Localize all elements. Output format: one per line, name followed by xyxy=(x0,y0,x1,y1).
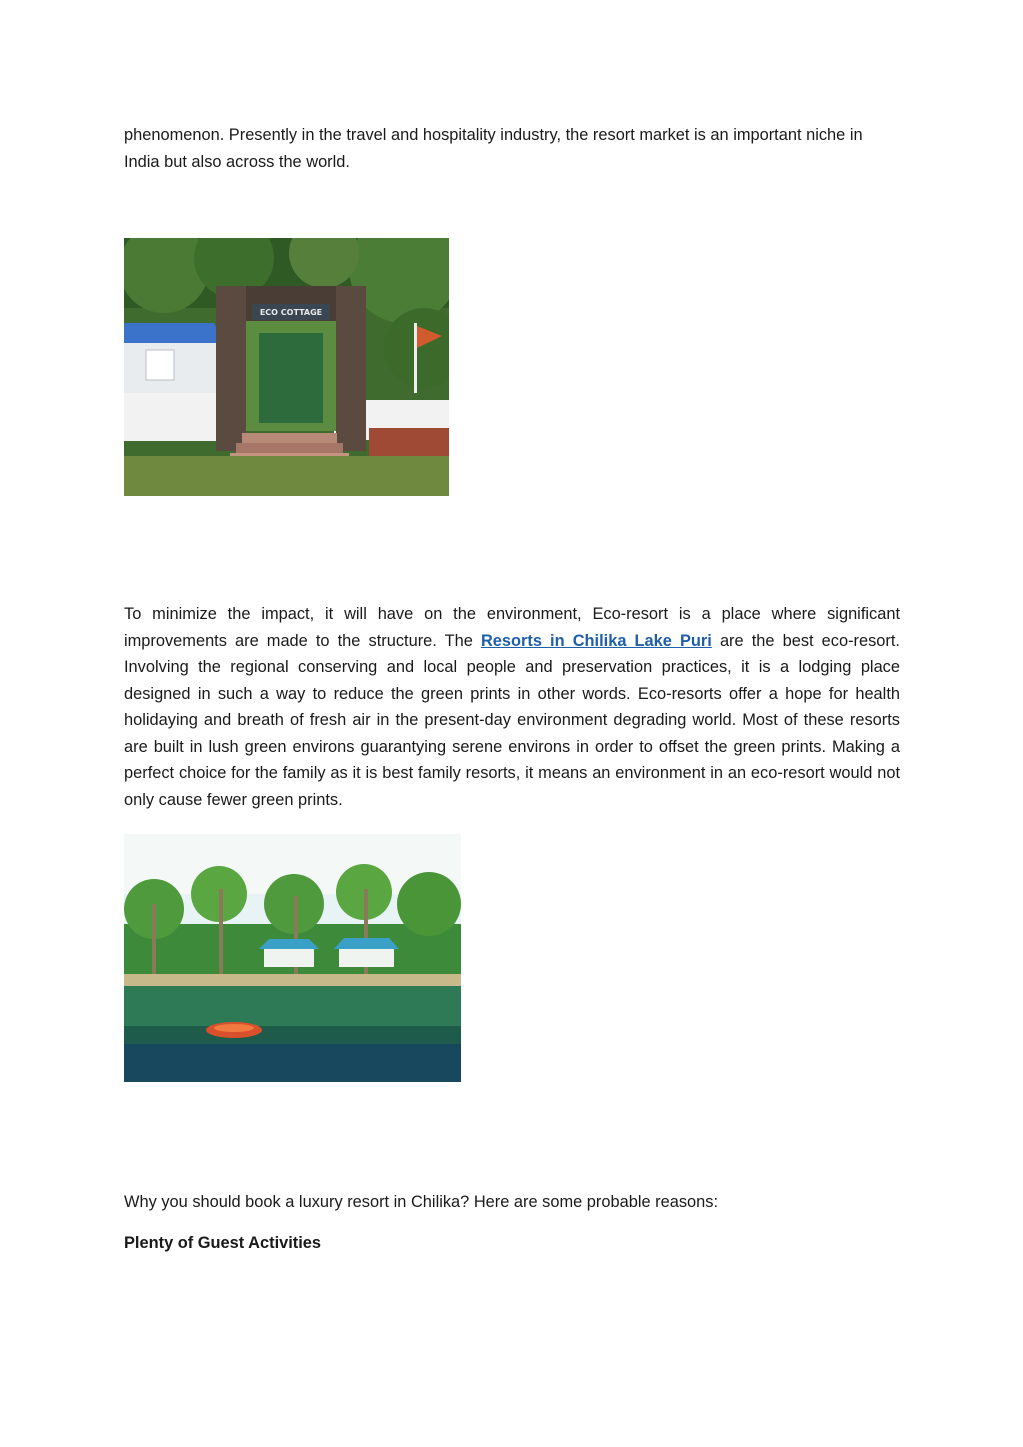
paragraph-intro: phenomenon. Presently in the travel and hospitality industry, the resort market is an important niche in India but also across the world. xyxy=(124,126,863,171)
gate-sign-text: ECO COTTAGE xyxy=(259,308,323,317)
section-heading: Plenty of Guest Activities xyxy=(124,1234,322,1252)
paragraph-eco-resort-start: To minimize the impact, it will have on the environment, Eco-resort is a place where significant improvements are made to the structure. The xyxy=(124,605,900,650)
resort-lagoon-photo xyxy=(124,834,461,1082)
eco-cottage-photo xyxy=(124,238,449,496)
resorts-chilika-link[interactable]: Resorts in Chilika Lake Puri xyxy=(480,631,712,650)
paragraph-eco-resort xyxy=(124,601,900,813)
paragraph-reasons: Why you should book a luxury resort in Chilika? Here are some probable reasons: xyxy=(124,1193,719,1211)
paragraph-eco-resort-end: are the best eco-resort. Involving the regional conserving and local people and preservation practices, it is a lodging place designed in such a way to reduce the green prints in other words. Eco-resorts offer a hope for health holidaying and breath of fresh air in the present-day environment degrading world. Most of these resorts are built in lush green environs guarantying serene environs in order to offset the green prints. Making a perfect choice for the family as it is best family resorts, it means an environment in an eco-resort would not only cause fewer green prints. xyxy=(124,631,900,809)
